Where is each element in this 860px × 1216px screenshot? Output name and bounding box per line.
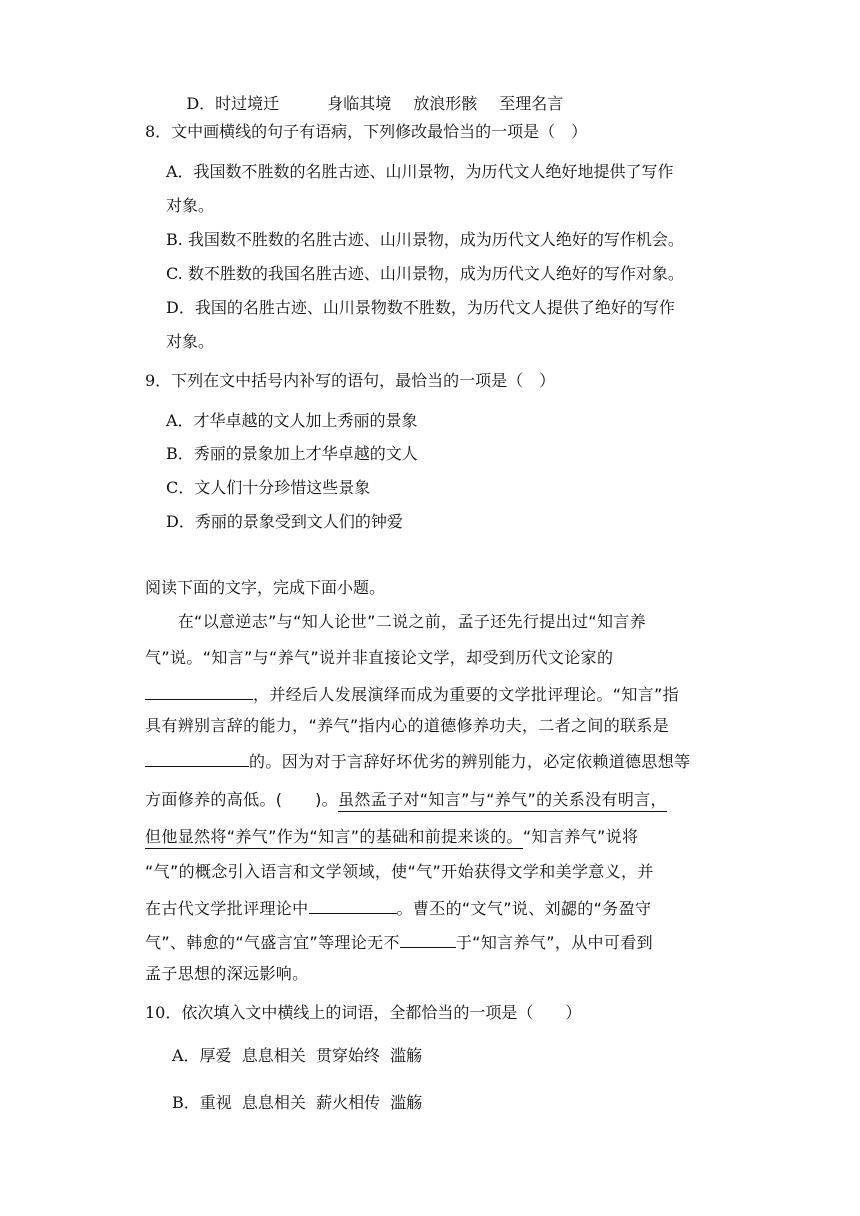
passage-line-9 xyxy=(145,898,651,917)
answer-blank-1[interactable] xyxy=(145,684,253,700)
passage-line-6-text: 方面修养的高低。( )。 xyxy=(145,790,339,809)
passage-line-4: 具有辨别言辞的能力，“养气”指内心的道德修养功夫，二者之间的联系是 xyxy=(145,716,670,735)
q8-option-b: B. 我国数不胜数的名胜古迹、山川景物，成为历代文人绝好的写作机会。 xyxy=(166,230,684,249)
passage-line-5 xyxy=(145,751,690,770)
q7-option-d-word-3: 至理名言 xyxy=(499,94,564,113)
underlined-sentence-part-1: 虽然孟子对“知言”与“养气”的关系没有明言， xyxy=(338,790,667,812)
q10-option-b: B．重视 息息相关 薪火相传 滥觞 xyxy=(172,1093,423,1112)
q8-stem: 8．文中画横线的句子有语病，下列修改最恰当的一项是（ ） xyxy=(145,122,588,141)
passage-line-3-text: ，并经后人发展演绎而成为重要的文学批评理论。“知言”指 xyxy=(253,685,680,704)
q9-option-b: B．秀丽的景象加上才华卓越的文人 xyxy=(166,444,418,463)
q10-option-a: A．厚爱 息息相关 贯穿始终 滥觞 xyxy=(172,1046,423,1065)
passage-line-3 xyxy=(145,684,679,703)
passage-line-10-text-2: 于“知言养气”，从中可看到 xyxy=(455,933,653,952)
q8-option-a-cont: 对象。 xyxy=(166,196,215,215)
q7-option-d-word-1: 身临其境 xyxy=(327,94,392,113)
q7-option-d-word-2: 放浪形骸 xyxy=(413,94,478,113)
passage-line-8: “气”的概念引入语言和文学领域，使“气”开始获得文学和美学意义，并 xyxy=(145,862,654,881)
q9-option-d: D．秀丽的景象受到文人们的钟爱 xyxy=(166,512,403,531)
underlined-sentence-part-2: 但他显然将“养气”作为“知言”的基础和前提来谈的。 xyxy=(145,827,523,849)
passage-line-11: 孟子思想的深远影响。 xyxy=(145,964,309,983)
passage-line-9-text-2: 。曹丕的“文气”说、刘勰的“务盈守 xyxy=(396,899,652,918)
q9-stem: 9．下列在文中括号内补写的语句，最恰当的一项是（ ） xyxy=(145,371,556,390)
passage-line-10-text: 气”、韩愈的“气盛言宜”等理论无不 xyxy=(145,933,400,952)
passage-line-7 xyxy=(145,829,638,845)
q7-option-d-label: D．时过境迁 xyxy=(186,94,280,113)
passage-line-2: 气”说。“知言”与“养气”说并非直接论文学，却受到历代文论家的 xyxy=(145,648,614,667)
passage-line-1: 在“以意逆志”与“知人论世”二说之前，孟子还先行提出过“知言养 xyxy=(145,612,646,631)
passage-line-6 xyxy=(145,792,667,808)
answer-blank-3[interactable] xyxy=(309,898,397,914)
passage-line-5-text: 的。因为对于言辞好坏优劣的辨别能力，必定依赖道德思想等 xyxy=(249,752,691,771)
q8-option-d: D．我国的名胜古迹、山川景物数不胜数，为历代文人提供了绝好的写作 xyxy=(166,298,675,317)
passage-line-7-text: “知言养气”说将 xyxy=(522,827,639,846)
answer-blank-4[interactable] xyxy=(400,932,456,948)
passage-intro: 阅读下面的文字，完成下面小题。 xyxy=(145,578,386,597)
passage-line-10 xyxy=(145,932,653,951)
answer-blank-2[interactable] xyxy=(145,751,249,767)
passage-line-9-text: 在古代文学批评理论中 xyxy=(145,899,309,918)
q8-option-c: C. 数不胜数的我国名胜古迹、山川景物，成为历代文人绝好的写作对象。 xyxy=(166,264,684,283)
q8-option-a: A．我国数不胜数的名胜古迹、山川景物，为历代文人绝好地提供了写作 xyxy=(166,162,674,181)
q10-stem: 10．依次填入文中横线上的词语，全都恰当的一项是（ ） xyxy=(145,1003,582,1022)
q9-option-c: C．文人们十分珍惜这些景象 xyxy=(166,478,371,497)
q7-option-d xyxy=(166,80,563,128)
q8-option-d-cont: 对象。 xyxy=(166,332,215,351)
q9-option-a: A．才华卓越的文人加上秀丽的景象 xyxy=(166,411,418,430)
